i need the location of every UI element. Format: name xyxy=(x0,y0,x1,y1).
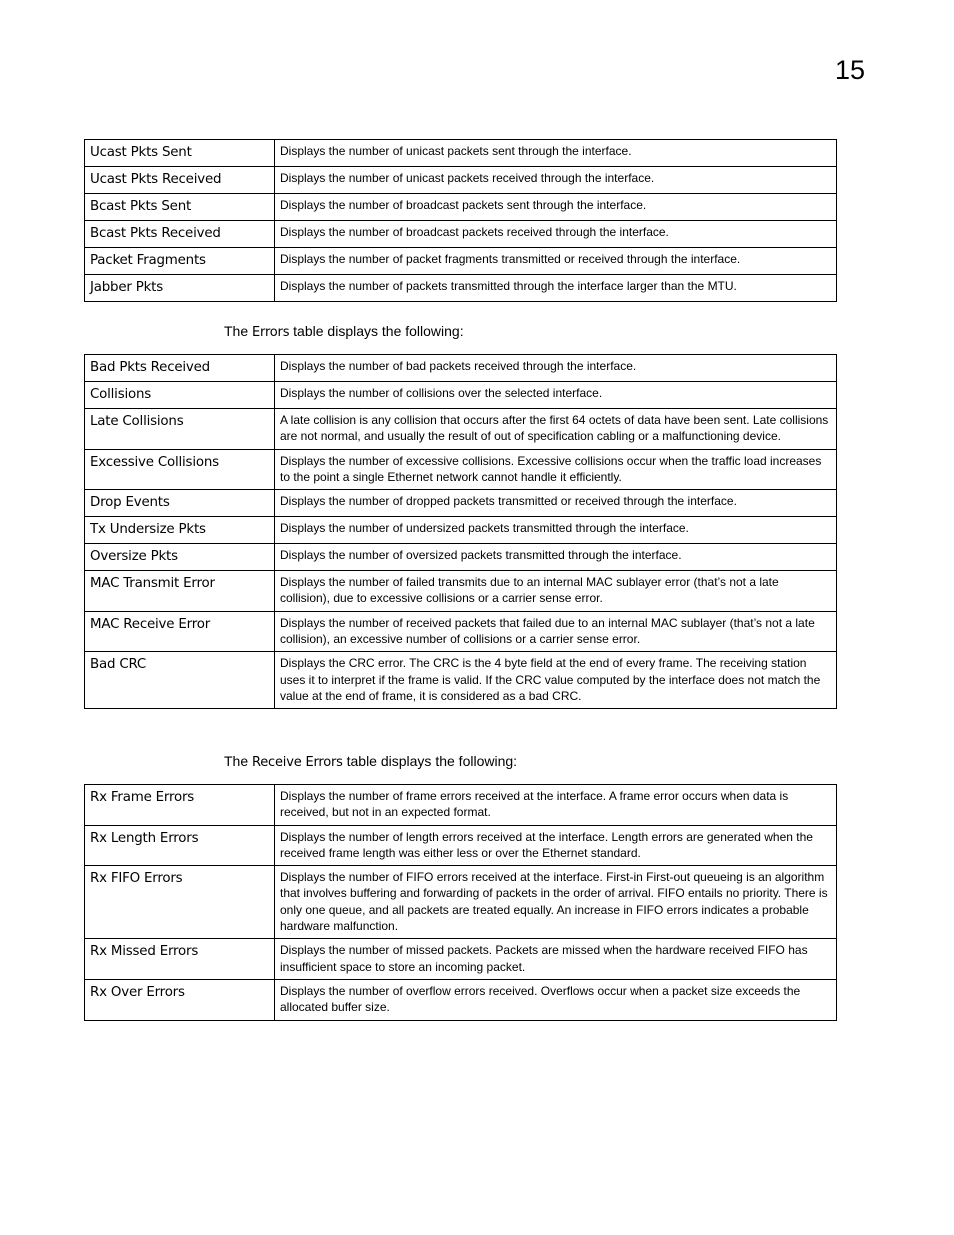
description-cell: Displays the number of broadcast packets received through the interface. xyxy=(275,221,837,248)
description-cell: Displays the number of collisions over the selected interface. xyxy=(275,382,837,409)
table-row xyxy=(85,939,837,980)
term-cell: Bad CRC xyxy=(85,652,275,709)
description-cell: Displays the number of packet fragments transmitted or received through the interface. xyxy=(275,248,837,275)
table-row xyxy=(85,866,837,939)
term-cell: Rx Missed Errors xyxy=(85,939,275,980)
term-cell: Bad Pkts Received xyxy=(85,355,275,382)
table-row xyxy=(85,449,837,490)
term-cell: Ucast Pkts Sent xyxy=(85,140,275,167)
description-cell: Displays the number of bad packets received through the interface. xyxy=(275,355,837,382)
table-row xyxy=(85,382,837,409)
receive-errors-intro-text xyxy=(224,752,517,772)
term-cell: Rx Over Errors xyxy=(85,979,275,1020)
term-cell: Jabber Pkts xyxy=(85,275,275,302)
table-row xyxy=(85,221,837,248)
table-row xyxy=(85,652,837,709)
table-row xyxy=(85,544,837,571)
term-cell: Ucast Pkts Received xyxy=(85,167,275,194)
table-row xyxy=(85,355,837,382)
description-cell: Displays the number of broadcast packets sent through the interface. xyxy=(275,194,837,221)
table-row xyxy=(85,785,837,826)
term-cell: Tx Undersize Pkts xyxy=(85,517,275,544)
description-cell: Displays the number of unicast packets sent through the interface. xyxy=(275,140,837,167)
term-cell: Rx Frame Errors xyxy=(85,785,275,826)
term-cell: Late Collisions xyxy=(85,409,275,450)
description-cell: Displays the number of FIFO errors received at the interface. First-in First-out queueing is an algorithm that involves buffering and forwarding of packets in the order of arrival. FIFO entails no priority. There is only one queue, and all packets are treated equally. An increase in FIFO errors indicates a probable hardware malfunction. xyxy=(275,866,837,939)
table-row xyxy=(85,194,837,221)
description-cell: Displays the number of received packets that failed due to an internal MAC sublayer (that’s not a late collision), an excessive number of collisions or a carrier sense error. xyxy=(275,611,837,652)
term-cell: Rx FIFO Errors xyxy=(85,866,275,939)
term-cell: Drop Events xyxy=(85,490,275,517)
term-cell: Rx Length Errors xyxy=(85,825,275,866)
description-cell: Displays the number of frame errors received at the interface. A frame error occurs when data is received, but not in an expected format. xyxy=(275,785,837,826)
packet-stats-table xyxy=(84,139,837,302)
errors-intro-text xyxy=(224,322,464,342)
description-cell: Displays the number of overflow errors received. Overflows occur when a packet size exceeds the allocated buffer size. xyxy=(275,979,837,1020)
description-cell: Displays the number of undersized packets transmitted through the interface. xyxy=(275,517,837,544)
table-row xyxy=(85,517,837,544)
description-cell: Displays the number of failed transmits due to an internal MAC sublayer error (that’s not a late collision), due to excessive collisions or a carrier sense error. xyxy=(275,571,837,612)
table-row xyxy=(85,275,837,302)
description-cell: A late collision is any collision that occurs after the first 64 octets of data have been sent. Late collisions are not normal, and usually the result of out of specification cabling or a malfunctioning device. xyxy=(275,409,837,450)
intro-prefix: The xyxy=(224,323,253,339)
intro-prefix: The xyxy=(224,753,253,769)
table-row xyxy=(85,979,837,1020)
term-cell: MAC Transmit Error xyxy=(85,571,275,612)
term-cell: Oversize Pkts xyxy=(85,544,275,571)
term-cell: Excessive Collisions xyxy=(85,449,275,490)
chapter-number: 15 xyxy=(834,55,865,85)
term-cell: MAC Receive Error xyxy=(85,611,275,652)
errors-table-name: Errors xyxy=(252,325,290,340)
table-row xyxy=(85,825,837,866)
receive-errors-table-name: Receive Errors xyxy=(252,755,343,770)
term-cell: Bcast Pkts Received xyxy=(85,221,275,248)
table-row xyxy=(85,571,837,612)
description-cell: Displays the number of packets transmitted through the interface larger than the MTU. xyxy=(275,275,837,302)
table-row xyxy=(85,409,837,450)
table-row xyxy=(85,611,837,652)
table-row xyxy=(85,140,837,167)
table-row xyxy=(85,167,837,194)
description-cell: Displays the number of length errors received at the interface. Length errors are generated when the received frame length was either less or over the Ethernet standard. xyxy=(275,825,837,866)
intro-suffix: table displays the following: xyxy=(342,753,518,769)
receive-errors-table xyxy=(84,784,837,1021)
intro-suffix: table displays the following: xyxy=(289,323,464,339)
table-row xyxy=(85,490,837,517)
term-cell: Collisions xyxy=(85,382,275,409)
term-cell: Packet Fragments xyxy=(85,248,275,275)
errors-table xyxy=(84,354,837,709)
description-cell: Displays the number of unicast packets received through the interface. xyxy=(275,167,837,194)
description-cell: Displays the number of missed packets. Packets are missed when the hardware received FIFO has insufficient space to store an incoming packet. xyxy=(275,939,837,980)
table-row xyxy=(85,248,837,275)
description-cell: Displays the number of excessive collisions. Excessive collisions occur when the traffic load increases to the point a single Ethernet network cannot handle it efficiently. xyxy=(275,449,837,490)
description-cell: Displays the number of oversized packets transmitted through the interface. xyxy=(275,544,837,571)
description-cell: Displays the CRC error. The CRC is the 4 byte field at the end of every frame. The receiving station uses it to interpret if the frame is valid. If the CRC value computed by the interface does not match the value at the end of frame, it is considered as a bad CRC. xyxy=(275,652,837,709)
term-cell: Bcast Pkts Sent xyxy=(85,194,275,221)
description-cell: Displays the number of dropped packets transmitted or received through the interface. xyxy=(275,490,837,517)
